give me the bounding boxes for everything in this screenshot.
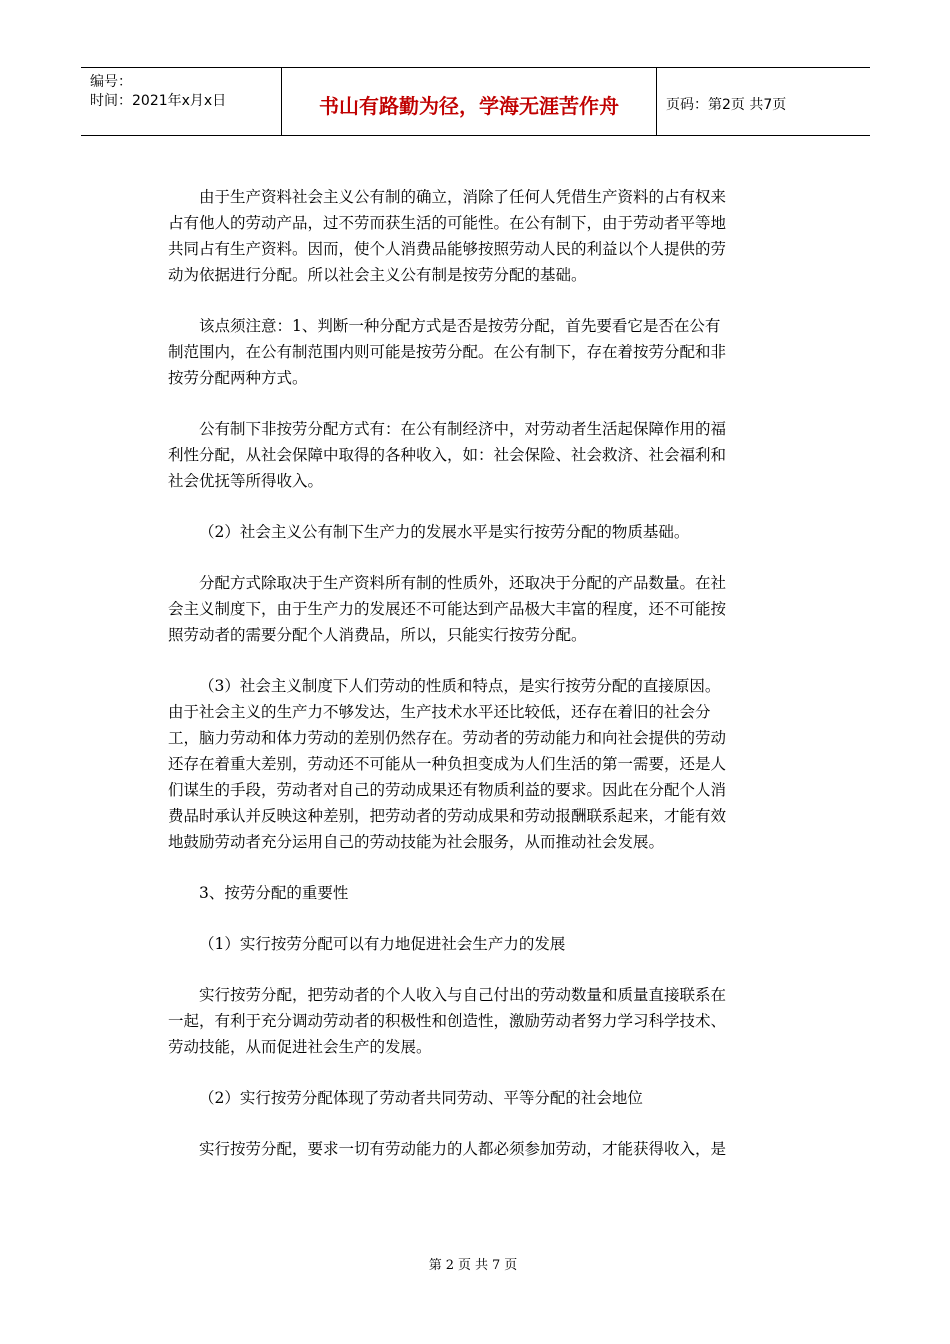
body-paragraph: （2）社会主义公有制下生产力的发展水平是实行按劳分配的物质基础。 — [199, 523, 690, 541]
document-body — [168, 184, 780, 1187]
document-number-label: 编号： — [90, 74, 132, 90]
sub-heading: （1）实行按劳分配可以有力地促进社会生产力的发展 — [199, 935, 566, 953]
body-paragraph: 实行按劳分配，把劳动者的个人收入与自己付出的劳动数量和质量直接联系在 一起，有利于充分调动劳动者的积极性和创造性，激励劳动者努力学习科学技术、 劳动技能，从而促进社会生产的发展。 — [168, 986, 727, 1056]
body-paragraph: 分配方式除取决于生产资料所有制的性质外，还取决于分配的产品数量。在社 会主义制度下，由于生产力的发展还不可能达到产品极大丰富的程度，还不可能按 照劳动者的需要分配个人消费品，所以，只能实行按劳分配。 — [168, 574, 727, 644]
document-time-label: 时间：2021年x月x日 — [90, 93, 227, 109]
body-paragraph: 由于生产资料社会主义公有制的确立，消除了任何人凭借生产资料的占有权来 占有他人的劳动产品，过不劳而获生活的可能性。在公有制下，由于劳动者平等地 共同占有生产资料。因而，使个人消费品能够按照劳动人民的利益以个人提供的劳 动为依据进行分配。所以社会主义公有制是按劳分配的基础。 — [168, 188, 727, 284]
page-footer: 第2页共7页 — [428, 1258, 522, 1273]
body-paragraph: （3）社会主义制度下人们劳动的性质和特点，是实行按劳分配的直接原因。 由于社会主义的生产力不够发达，生产技术水平还比较低，还存在着旧的社会分 工，脑力劳动和体力劳动的差别仍然存在。劳动者的劳动能力和向社会提供的劳动 还存在着重大差别，劳动还不可能从一种负担变成为人们生活的第一需要，还是人 们谋生的手段，劳动者对自己的劳动成果还有物质利益的要求。因此在分配个人消 费品时承认并反映这种差别，把劳动者的劳动成果和劳动报酬联系起来，才能有效 地鼓励劳动者充分运用自己的劳动技能为社会服务，从而推动社会发展。 — [168, 677, 727, 851]
section-heading: 3、按劳分配的重要性 — [199, 884, 349, 902]
sub-heading: （2）实行按劳分配体现了劳动者共同劳动、平等分配的社会地位 — [199, 1089, 643, 1107]
body-paragraph: 实行按劳分配，要求一切有劳动能力的人都必须参加劳动，才能获得收入，是 — [199, 1140, 727, 1158]
header-page-code: 页码：第2页 共7页 — [666, 96, 787, 113]
page-header — [81, 67, 870, 136]
body-paragraph: 公有制下非按劳分配方式有：在公有制经济中，对劳动者生活起保障作用的福 利性分配，从社会保障中取得的各种收入，如：社会保险、社会救济、社会福利和 社会优抚等所得收入。 — [168, 420, 727, 490]
header-meta — [81, 68, 282, 135]
header-motto: 书山有路勤为径，学海无涯苦作舟 — [282, 68, 657, 135]
body-paragraph: 该点须注意：1、判断一种分配方式是否是按劳分配，首先要看它是否在公有 制范围内，在公有制范围内则可能是按劳分配。在公有制下，存在着按劳分配和非 按劳分配两种方式。 — [168, 317, 727, 387]
